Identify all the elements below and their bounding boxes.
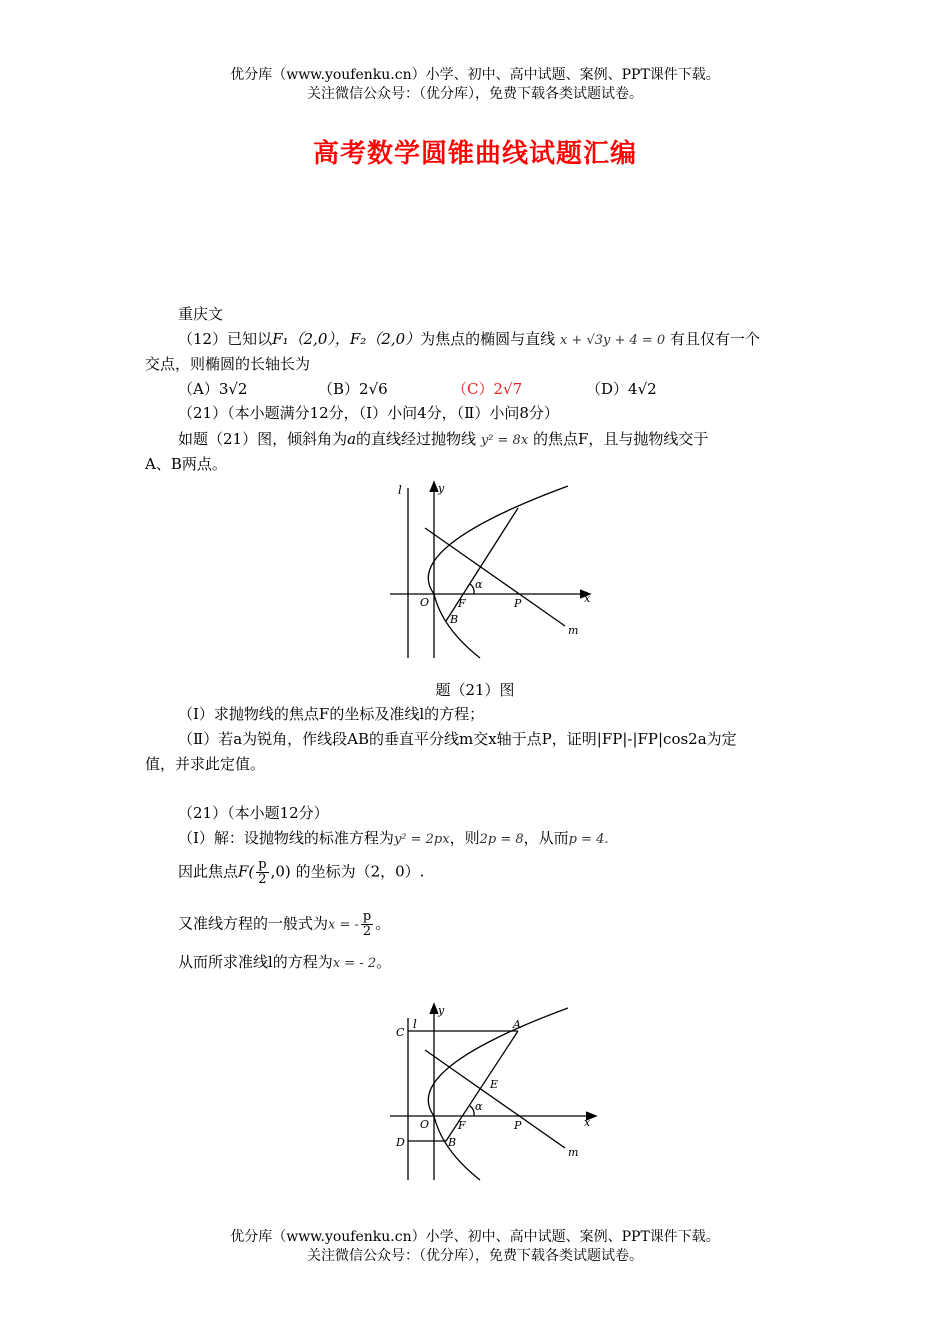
s2-suffix: 的坐标为（2，0）. — [295, 862, 425, 881]
s4-prefix: 从而所求准线l的方程为 — [178, 953, 333, 971]
angle-arc-2 — [470, 1106, 474, 1116]
s3-prefix: 又准线方程的一般式为 — [178, 914, 329, 933]
y-arrow — [430, 482, 438, 492]
fig2-label-p: P — [514, 1119, 522, 1132]
fig2-label-c: C — [396, 1026, 405, 1039]
choice-b: （B）2√6 — [318, 380, 388, 398]
solution-line-2 — [178, 858, 843, 887]
fig1-label-l: l — [398, 483, 402, 497]
bisector-m-2 — [425, 1050, 565, 1148]
parabola-curve — [428, 486, 568, 658]
s1-mid2: ，从而 — [523, 829, 569, 847]
s3-denominator: 2 — [362, 924, 372, 939]
s2-rest: ,0) — [270, 862, 291, 881]
q21-header: （21）（本小题满分12分，（Ⅰ）小问4分，（Ⅱ）小问8分） — [178, 404, 559, 422]
header-line-1: 优分库（www.youfenku.cn）小学、初中、高中试题、案例、PPT课件下载。 — [230, 67, 720, 83]
fig2-label-f: F — [458, 1119, 466, 1132]
figure-caption: 题（21）图 — [435, 681, 515, 699]
q12-line-1 — [178, 328, 843, 352]
fig1-label-b: B — [450, 613, 459, 626]
fig1-label-p: P — [514, 597, 522, 610]
q21-part-2-line-2: 值，并求此定值。 — [145, 755, 266, 773]
s2-fraction — [256, 858, 268, 887]
choice-a: （A）3√2 — [178, 380, 248, 398]
fig1-label-m: m — [568, 624, 579, 637]
q12-f1: F₁（2,0）， — [272, 330, 350, 348]
q21-prefix: 如题（21）图，倾斜角为 — [178, 430, 348, 448]
parabola-curve-2 — [428, 1008, 568, 1180]
fig1-label-f: F — [458, 597, 466, 610]
q21-part-2-line-1: （Ⅱ）若a为锐角，作线段AB的垂直平分线m交x轴于点P，证明|FP|-|FP|cos2a为定 — [178, 730, 737, 748]
q21-line-2: A、B两点。 — [145, 455, 227, 473]
fig2-label-m: m — [568, 1146, 579, 1159]
q21-suffix: 的焦点F，且与抛物线交于 — [532, 430, 709, 448]
header-line-2: 关注微信公众号：（优分库），免费下载各类试题试卷。 — [307, 86, 643, 102]
q21-parabola: y² = 8x — [480, 433, 529, 448]
q21-part-1: （Ⅰ）求抛物线的焦点F的坐标及准线l的方程； — [178, 705, 485, 723]
s3-suffix: 。 — [375, 914, 391, 933]
fig2-label-e: E — [490, 1078, 499, 1091]
s3-fraction — [361, 910, 373, 939]
fig1-label-y: y — [438, 482, 445, 495]
fig2-label-x: x — [584, 1116, 591, 1129]
fig2-label-alpha: α — [475, 1100, 483, 1113]
figure-2 — [380, 1000, 610, 1185]
section-label: 重庆文 — [178, 305, 224, 323]
solution-line-3 — [178, 910, 843, 939]
footer-line-2: 关注微信公众号：（优分库），免费下载各类试题试卷。 — [307, 1248, 643, 1264]
s1-prefix: （Ⅰ）解：设抛物线的标准方程为 — [178, 829, 394, 847]
solution-line-4 — [178, 951, 843, 975]
s4-suffix: 。 — [376, 953, 392, 971]
bisector-m — [425, 528, 565, 626]
s2-f: F( — [238, 862, 255, 881]
page-title: 高考数学圆锥曲线试题汇编 — [312, 139, 637, 169]
q21-line-1 — [178, 428, 843, 452]
fig2-label-l: l — [413, 1017, 417, 1031]
s1-eq3: p = 4. — [568, 832, 609, 847]
s3-numerator: p — [362, 909, 372, 924]
q12-suffix: 有且仅有一个 — [669, 330, 760, 348]
s4-eq: x = - 2 — [332, 956, 377, 971]
fig2-label-o: O — [420, 1118, 430, 1131]
q12-f2: F₂（2,0） — [349, 330, 421, 348]
choice-c: （C）2√7 — [452, 380, 523, 398]
y-arrow-2 — [430, 1004, 438, 1014]
q12-prefix: （12）已知以 — [178, 330, 273, 348]
solution-header: （21）（本小题12分） — [178, 804, 329, 822]
fig2-label-a: A — [513, 1018, 521, 1031]
s3-eq: x = - — [328, 917, 359, 933]
s1-mid: ，则 — [449, 829, 480, 847]
footer-line-1: 优分库（www.youfenku.cn）小学、初中、高中试题、案例、PPT课件下载。 — [230, 1229, 720, 1245]
s2-denominator: 2 — [258, 872, 267, 887]
fig2-label-b: B — [448, 1136, 457, 1149]
angle-arc — [470, 584, 474, 594]
q12-equation: x + √3y + 4 = 0 — [559, 333, 666, 348]
fig2-label-y: y — [438, 1004, 445, 1017]
fig1-label-x: x — [584, 592, 591, 605]
fig1-label-alpha: α — [475, 578, 483, 591]
fig1-label-o: O — [420, 596, 430, 609]
chord-ab — [446, 508, 518, 621]
q21-mid: 的直线经过抛物线 — [356, 430, 477, 448]
fig2-label-d: D — [396, 1136, 405, 1149]
q12-mid: 为焦点的椭圆与直线 — [420, 330, 556, 348]
s2-numerator: p — [258, 857, 267, 872]
q12-line-2: 交点，则椭圆的长轴长为 — [145, 355, 311, 373]
s1-eq2: 2p = 8 — [479, 832, 524, 847]
figure-1 — [380, 478, 610, 663]
q21-a: a — [347, 430, 357, 448]
s1-eq1: y² = 2px — [393, 832, 450, 847]
chord-ab-2 — [446, 1031, 518, 1141]
s2-prefix: 因此焦点 — [178, 862, 239, 881]
choice-d: （D）4√2 — [586, 380, 657, 398]
solution-line-1 — [178, 827, 843, 851]
